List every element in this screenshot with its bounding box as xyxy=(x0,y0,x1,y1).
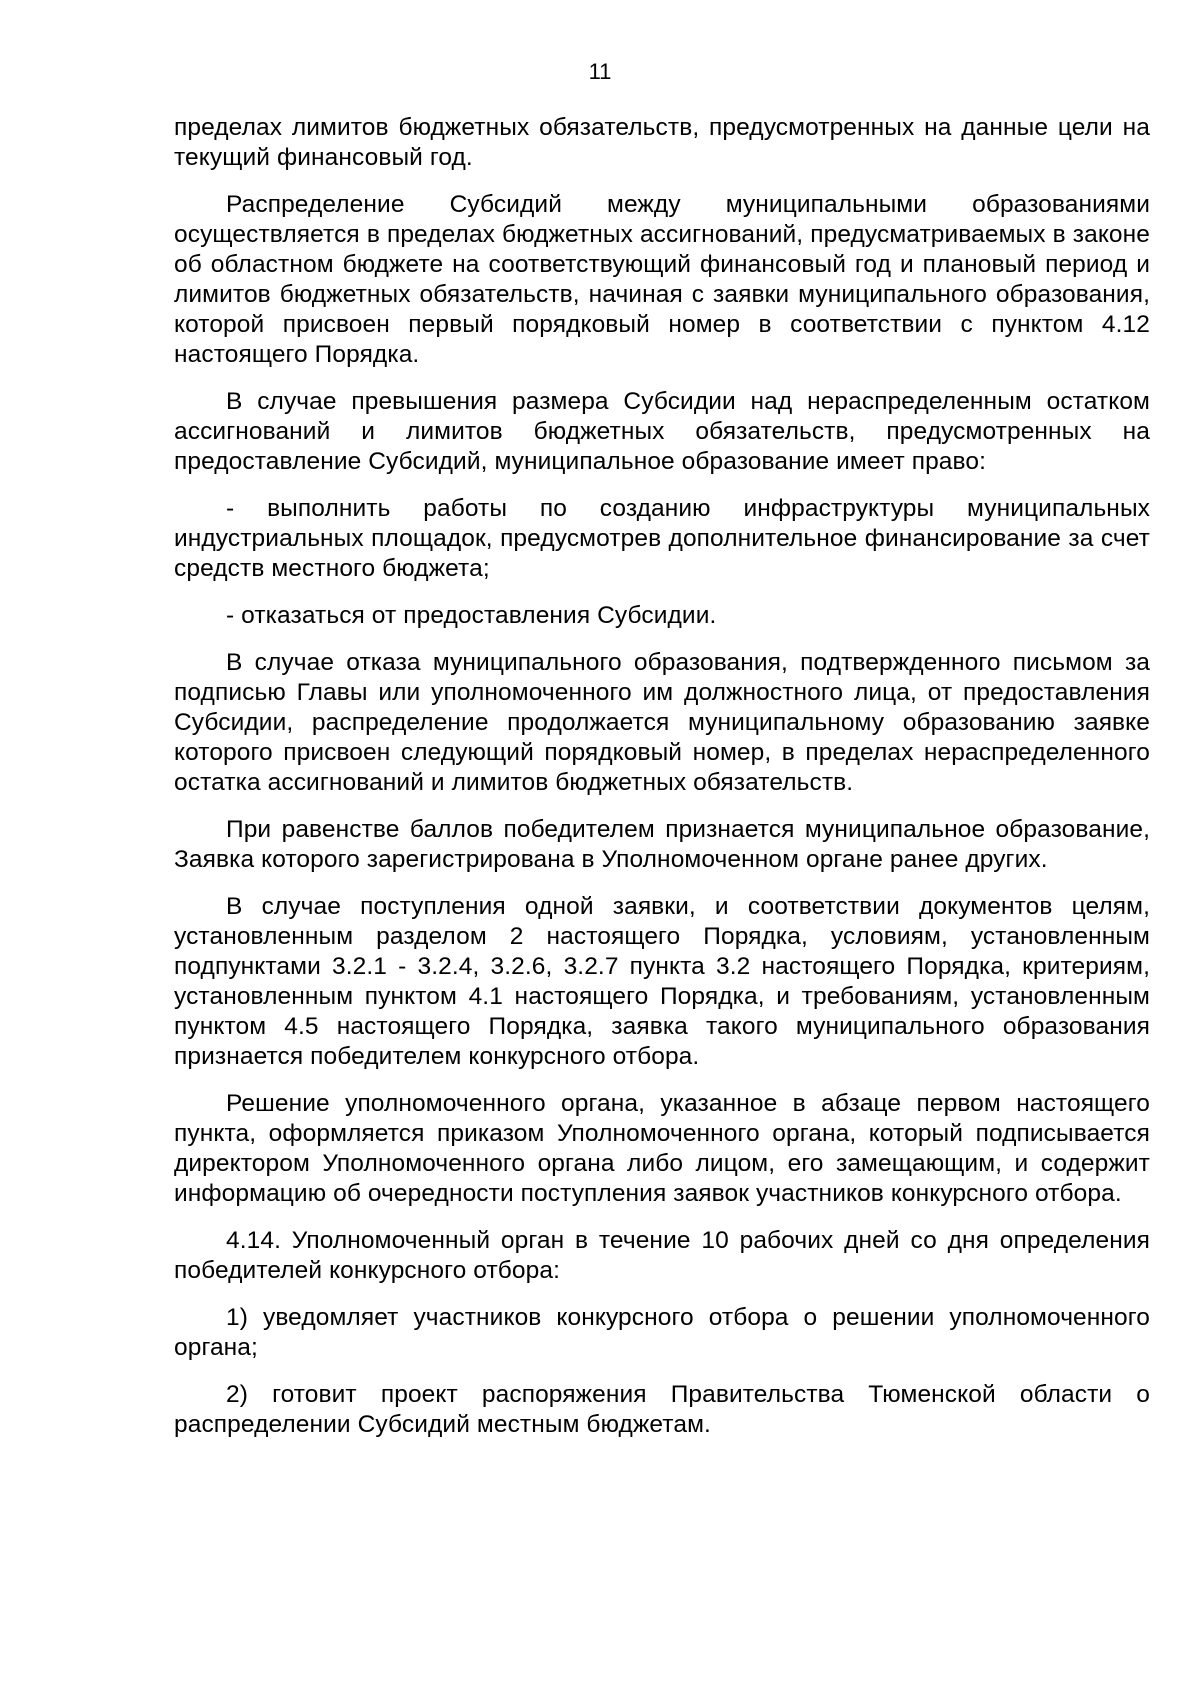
paragraph-6: В случае отказа муниципального образования, подтвержденного письмом за подписью Главы или уполномоченного им должностного лица, от предоставления Субсидии, распределение продолжается муниципальному образованию заявке которого присвоен следующий порядковый номер, в пределах нераспределенного остатка ассигнований и лимитов бюджетных обязательств. xyxy=(174,649,1150,796)
paragraph-9: Решение уполномоченного органа, указанное в абзаце первом настоящего пункта, оформляется приказом Уполномоченного органа, который подписывается директором Уполномоченного органа либо лицом, его замещающим, и содержит информацию об очередности поступления заявок участников конкурсного отбора. xyxy=(174,1090,1150,1207)
paragraph-4: - выполнить работы по созданию инфраструктуры муниципальных индустриальных площадок, предусмотрев дополнительное финансирование за счет средств местного бюджета; xyxy=(174,495,1150,582)
paragraph-7: При равенстве баллов победителем признается муниципальное образование, Заявка которого зарегистрирована в Уполномоченном органе ранее других. xyxy=(174,816,1150,873)
paragraph-10: 4.14. Уполномоченный орган в течение 10 рабочих дней со дня определения победителей конкурсного отбора: xyxy=(174,1227,1150,1284)
paragraph-3: В случае превышения размера Субсидии над нераспределенным остатком ассигнований и лимитов бюджетных обязательств, предусмотренных на предоставление Субсидий, муниципальное образование имеет право: xyxy=(174,388,1150,475)
paragraph-2: Распределение Субсидий между муниципальными образованиями осуществляется в пределах бюджетных ассигнований, предусматриваемых в законе об областном бюджете на соответствующий финансовый год и плановый период и лимитов бюджетных обязательств, начиная с заявки муниципального образования, которой присвоен первый порядковый номер в соответствии с пунктом 4.12 настоящего Порядка. xyxy=(174,191,1150,368)
paragraph-8: В случае поступления одной заявки, и соответствии документов целям, установленным разделом 2 настоящего Порядка, условиям, установленным подпунктами 3.2.1 - 3.2.4, 3.2.6, 3.2.7 пункта 3.2 настоящего Порядка, критериям, установленным пунктом 4.1 настоящего Порядка, и требованиям, установленным пунктом 4.5 настоящего Порядка, заявка такого муниципального образования признается победителем конкурсного отбора. xyxy=(174,893,1150,1070)
document-body xyxy=(174,113,1150,1457)
paragraph-1: пределах лимитов бюджетных обязательств, предусмотренных на данные цели на текущий финансовый год. xyxy=(174,114,1150,171)
paragraph-12: 2) готовит проект распоряжения Правительства Тюменской области о распределении Субсидий местным бюджетам. xyxy=(174,1381,1150,1438)
paragraph-5: - отказаться от предоставления Субсидии. xyxy=(226,602,717,629)
paragraph-11: 1) уведомляет участников конкурсного отбора о решении уполномоченного органа; xyxy=(174,1304,1150,1361)
page-number: 11 xyxy=(588,59,612,84)
